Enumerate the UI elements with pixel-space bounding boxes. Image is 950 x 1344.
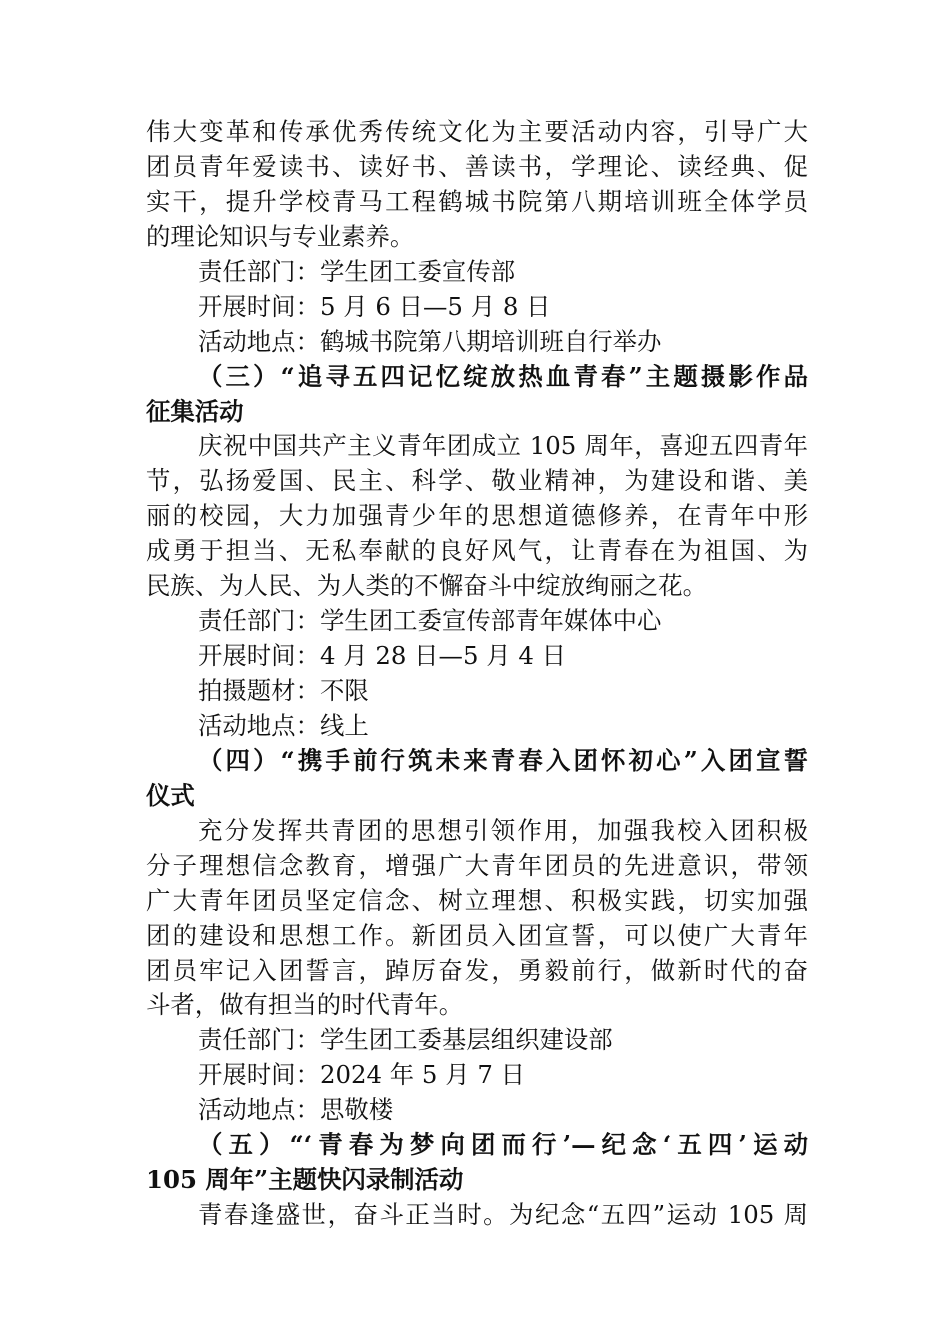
section-3-paragraph-line-text: 庆祝中国共产主义青年团成立 105 周年，喜迎五四青年: [198, 431, 808, 461]
section-3-time-line-text: 开展时间：4 月 28 日—5 月 4 日: [198, 641, 567, 671]
section-5-heading: [146, 1128, 808, 1198]
section-5-heading-line-text: 105 周年”主题快闪录制活动: [146, 1165, 464, 1195]
paragraph-reading-activity-continued-line-text: 实干，提升学校青马工程鹤城书院第八期培训班全体学员: [146, 186, 808, 216]
section-4-paragraph: [146, 814, 808, 1024]
section-4-time-line: [146, 1058, 808, 1093]
paragraph-reading-activity-continued: [146, 115, 808, 255]
responsible-department-line: [146, 255, 808, 290]
activity-time-line: [146, 290, 808, 325]
responsible-department-line-text: 责任部门：学生团工委宣传部: [198, 256, 516, 286]
activity-location-line-text: 活动地点：鹤城书院第八期培训班自行举办: [198, 326, 662, 356]
section-4-paragraph-line-text: 分子理想信念教育，增强广大青年团员的先进意识，带领: [146, 850, 808, 880]
section-4-paragraph-line-text: 团的建设和思想工作。新团员入团宣誓，可以使广大青年: [146, 920, 808, 950]
paragraph-reading-activity-continued-line-text: 的理论知识与专业素养。: [146, 221, 415, 251]
section-3-paragraph-line-text: 节，弘扬爱国、民主、科学、敬业精神，为建设和谐、美: [146, 466, 808, 496]
section-4-paragraph-line-text: 斗者，做有担当的时代青年。: [146, 990, 464, 1020]
paragraph-reading-activity-continued-line-text: 伟大变革和传承优秀传统文化为主要活动内容，引导广大: [146, 117, 808, 146]
section-3-department-line: [146, 604, 808, 639]
section-3-heading-line-text: 征集活动: [146, 396, 244, 426]
section-3-subject-line: [146, 674, 808, 709]
section-4-department-line-text: 责任部门：学生团工委基层组织建设部: [198, 1025, 613, 1055]
section-5-heading-line-text: （五）“‘青春为梦向团而行’—纪念‘五四’运动: [198, 1130, 808, 1160]
section-3-heading: [146, 360, 808, 430]
section-3-paragraph: [146, 429, 808, 604]
section-5-paragraph-line-text: 青春逢盛世，奋斗正当时。为纪念“五四”运动 105 周: [198, 1200, 808, 1230]
document-body: [146, 115, 808, 1233]
section-3-heading-line-text: （三）“追寻五四记忆绽放热血青春”主题摄影作品: [198, 361, 808, 391]
section-3-time-line: [146, 639, 808, 674]
section-4-heading-line-text: 仪式: [146, 780, 195, 810]
section-4-heading: [146, 744, 808, 814]
activity-location-line: [146, 325, 808, 360]
section-3-location-line: [146, 709, 808, 744]
section-3-paragraph-line-text: 成勇于担当、无私奉献的良好风气，让青春在为祖国、为: [146, 536, 808, 566]
section-4-paragraph-line-text: 团员牢记入团誓言，踔厉奋发，勇毅前行，做新时代的奋: [146, 955, 808, 985]
section-3-paragraph-line-text: 丽的校园，大力加强青少年的思想道德修养，在青年中形: [146, 501, 808, 531]
section-4-heading-line-text: （四）“携手前行筑未来青春入团怀初心”入团宣誓: [198, 745, 808, 775]
section-4-paragraph-line-text: 充分发挥共青团的思想引领作用，加强我校入团积极: [198, 815, 808, 845]
section-4-location-line: [146, 1093, 808, 1128]
section-3-subject-line-text: 拍摄题材：不限: [198, 676, 369, 705]
section-4-time-line-text: 开展时间：2024 年 5 月 7 日: [198, 1060, 525, 1090]
paragraph-reading-activity-continued-line-text: 团员青年爱读书、读好书、善读书，学理论、读经典、促: [146, 151, 808, 181]
section-5-paragraph: [146, 1198, 808, 1233]
section-3-paragraph-line-text: 民族、为人民、为人类的不懈奋斗中绽放绚丽之花。: [146, 571, 707, 601]
section-4-location-line-text: 活动地点：思敬楼: [198, 1095, 394, 1125]
section-4-department-line: [146, 1023, 808, 1058]
section-3-location-line-text: 活动地点：线上: [198, 710, 369, 740]
activity-time-line-text: 开展时间：5 月 6 日—5 月 8 日: [198, 291, 551, 321]
section-4-paragraph-line-text: 广大青年团员坚定信念、树立理想、积极实践，切实加强: [146, 885, 808, 915]
section-3-department-line-text: 责任部门：学生团工委宣传部青年媒体中心: [198, 606, 662, 636]
